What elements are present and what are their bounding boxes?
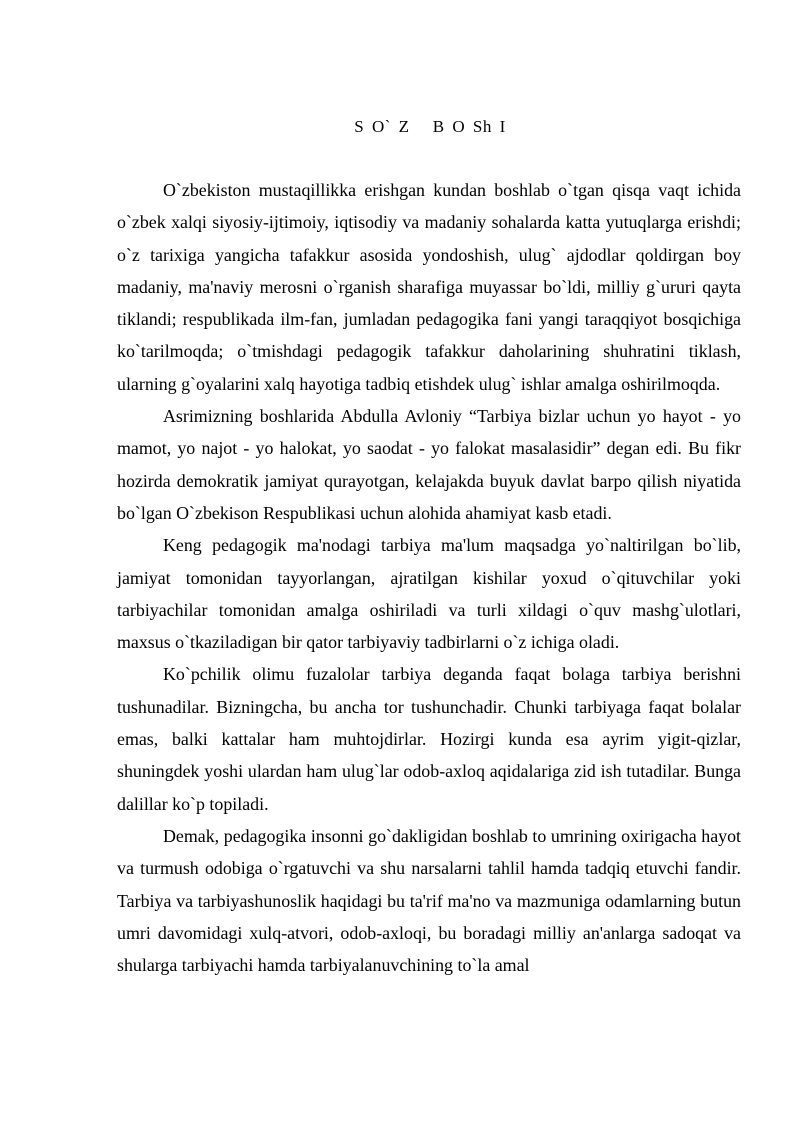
paragraph-3: Keng pedagogik ma'nodagi tarbiya ma'lum maqsadga yo`naltirilgan bo`lib, jamiyat tomonidan tayyorlangan, ajratilgan kishilar yoxud o`qituvchilar yoki tarbiyachilar tomonidan amalga oshiriladi va turli xildagi o`quv mashg`ulotlari, maxsus o`tkaziladigan bir qator tarbiyaviy tadbirlarni o`z ichiga oladi.	[117, 535, 741, 653]
page-title: S O` Z B O Sh I	[354, 117, 506, 136]
paragraph-1: O`zbekiston mustaqillikka erishgan kundan boshlab o`tgan qisqa vaqt ichida o`zbek xalqi siyosiy-ijtimoiy, iqtisodiy va madaniy sohalarda katta yutuqlarga erishdi; o`z tarixiga yangicha tafakkur asosida yondoshish, ulug` ajdodlar qoldirgan boy madaniy, ma'naviy merosni o`rganish sharafiga muyassar bo`ldi, milliy g`ururi qayta tiklandi; respublikada ilm-fan, jumladan pedagogika fani yangi taraqqiyot bosqichiga ko`tarilmoqda; o`tmishdagi pedagogik tafakkur daholarining shuhratini tiklash, ularning g`oyalarini xalq hayotiga tadbiq etishdek ulug` ishlar amalga oshirilmoqda.	[117, 180, 741, 394]
paragraph-5: Demak, pedagogika insonni go`dakligidan boshlab to umrining oxirigacha hayot va turmush odobiga o`rgatuvchi va shu narsalarni tahlil hamda tadqiq etuvchi fandir. Tarbiya va tarbiyashunoslik haqidagi bu ta'rif ma'no va mazmuniga odamlarning butun umri davomidagi xulq-atvori, odob-axloqi, bu boradagi milliy an'anlarga sadoqat va shularga tarbiyachi hamda tarbiyalanuvchining to`la amal	[117, 825, 741, 976]
paragraph-2: Asrimizning boshlarida Abdulla Avloniy “Tarbiya bizlar uchun yo hayot - yo mamot, yo najot - yo halokat, yo saodat - yo falokat masalasidir” degan edi. Bu fikr hozirda demokratik jamiyat qurayotgan, kelajakda buyuk davlat barpo qilish niyatida bo`lgan O`zbekison Respublikasi uchun alohida ahamiyat kasb etadi.	[117, 406, 741, 523]
body-text	[117, 174, 741, 981]
paragraph-4: Ko`pchilik olimu fuzalolar tarbiya deganda faqat bolaga tarbiya berishni tushunadilar. Bizningcha, bu ancha tor tushunchadir. Chunki tarbiyaga faqat bolalar emas, balki kattalar ham muhtojdirlar. Hozirgi kunda esa ayrim yigit-qizlar, shuningdek yoshi ulardan ham ulug`lar odob-axloq aqidalariga zid ish tutadilar. Bunga dalillar ko`p topiladi.	[117, 664, 741, 814]
